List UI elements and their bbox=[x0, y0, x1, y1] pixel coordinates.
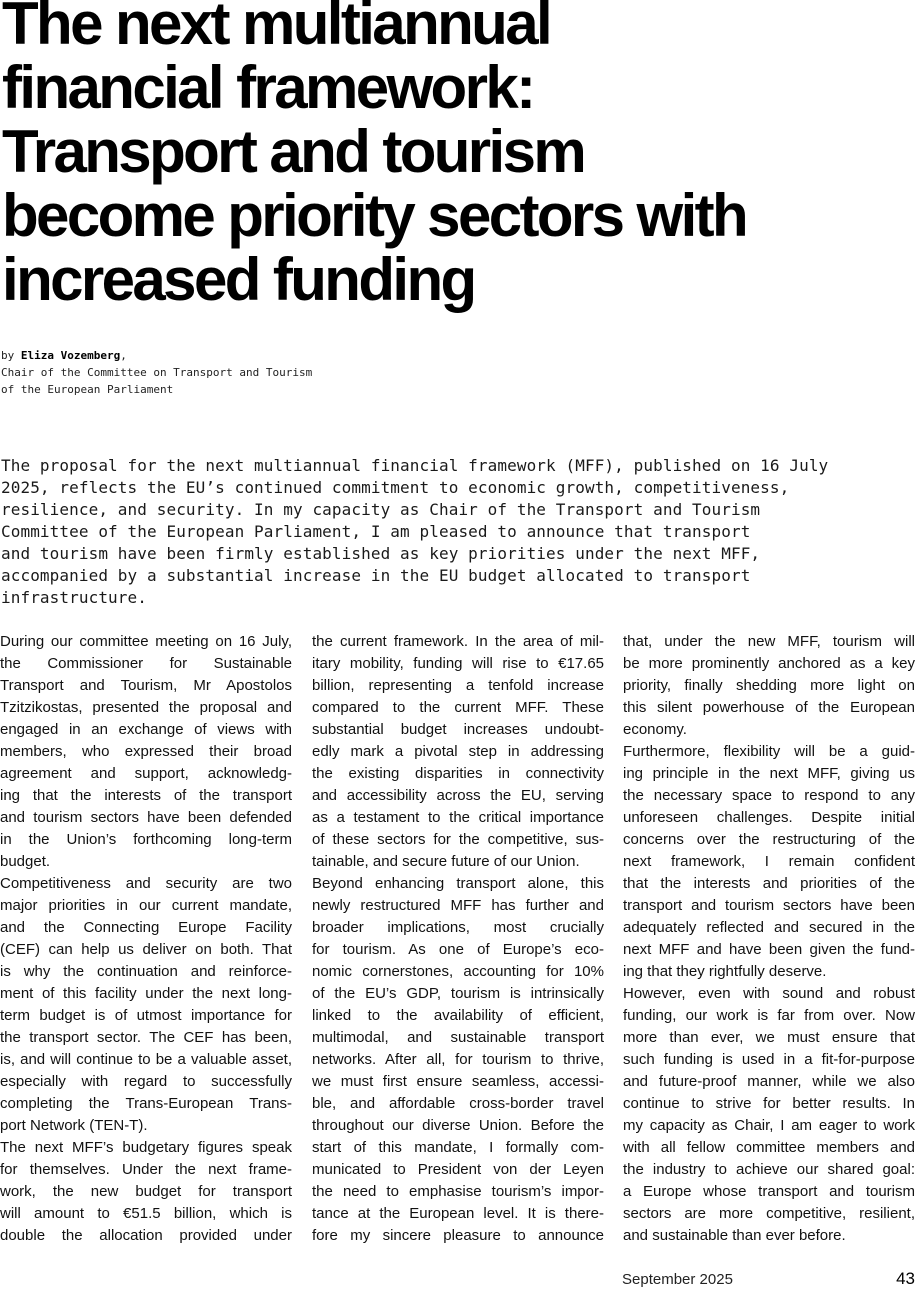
body-line: of the EU’s GDP, tourism is intrinsically bbox=[312, 985, 604, 1002]
body-line: the industry to achieve our shared goal: bbox=[623, 1161, 915, 1178]
body-line: major priorities in our current mandate, bbox=[0, 897, 292, 914]
body-line: this silent powerhouse of the European bbox=[623, 699, 915, 716]
byline-prefix: by bbox=[1, 349, 15, 362]
body-line: itary mobility, funding will rise to €17.65 bbox=[312, 655, 604, 672]
body-line: the transport sector. The CEF has been, bbox=[0, 1029, 292, 1046]
author-role: Chair of the Committee on Transport and Tourism bbox=[1, 366, 313, 379]
body-line: that the interests and priorities of the bbox=[623, 875, 915, 892]
body-line: compared to the current MFF. These bbox=[312, 699, 604, 716]
body-line: the necessary space to respond to any bbox=[623, 787, 915, 804]
body-line: that, under the new MFF, tourism will bbox=[623, 633, 915, 650]
body-line: the Commissioner for Sustainable bbox=[0, 655, 292, 672]
body-line: priority, finally shedding more light on bbox=[623, 677, 915, 694]
body-line: the current framework. In the area of mil- bbox=[312, 633, 604, 650]
body-line: throughout our diverse Union. Before the bbox=[312, 1117, 604, 1134]
body-line: double the allocation provided under bbox=[0, 1227, 292, 1244]
body-line: concerns over the restructuring of the bbox=[623, 831, 915, 848]
body-line: fore my sincere pleasure to announce bbox=[312, 1227, 604, 1244]
title-line: The next multiannual bbox=[2, 0, 551, 57]
body-line: edly mark a pivotal step in addressing bbox=[312, 743, 604, 760]
page-number: 43 bbox=[896, 1269, 915, 1288]
body-line: and tourism sectors have been defended bbox=[0, 809, 292, 826]
body-line: in the Union’s forthcoming long-term bbox=[0, 831, 292, 848]
body-line: especially with regard to successfully bbox=[0, 1073, 292, 1090]
body-line: ment of this facility under the next long- bbox=[0, 985, 292, 1002]
lede-line: infrastructure. bbox=[1, 588, 147, 607]
body-line: as a testament to the critical importance bbox=[312, 809, 604, 826]
body-line: members, who expressed their broad bbox=[0, 743, 292, 760]
byline-author-line bbox=[1, 347, 401, 364]
body-line: However, even with sound and robust bbox=[623, 985, 915, 1002]
body-line: Tzitzikostas, presented the proposal and bbox=[0, 699, 292, 716]
body-line: work, the new budget for transport bbox=[0, 1183, 292, 1200]
body-line: completing the Trans-European Trans- bbox=[0, 1095, 292, 1112]
body-line: municated to President von der Leyen bbox=[312, 1161, 604, 1178]
body-line: my capacity as Chair, I am eager to work bbox=[623, 1117, 915, 1134]
article-title bbox=[2, 0, 914, 312]
title-line: Transport and tourism bbox=[2, 118, 585, 185]
lede-line: and tourism have been firmly established as key priorities under the next MFF, bbox=[1, 544, 761, 563]
lede-line: resilience, and security. In my capacity as Chair of the Transport and Tourism bbox=[1, 500, 761, 519]
body-line: economy. bbox=[623, 721, 687, 738]
body-line: the need to emphasise tourism’s impor- bbox=[312, 1183, 604, 1200]
body-line: sectors are more competitive, resilient, bbox=[623, 1205, 915, 1222]
body-line: and future-proof manner, while we also bbox=[623, 1073, 915, 1090]
body-line: for tourism. As one of Europe’s eco- bbox=[312, 941, 604, 958]
title-line: become priority sectors with bbox=[2, 182, 747, 249]
body-line: adequately reflected and secured in the bbox=[623, 919, 915, 936]
body-line: budget. bbox=[0, 853, 51, 870]
body-line: The next MFF’s budgetary figures speak bbox=[0, 1139, 292, 1156]
author-role: of the European Parliament bbox=[1, 383, 174, 396]
body-line: broader implications, most crucially bbox=[312, 919, 604, 936]
body-line: linked to the availability of efficient, bbox=[312, 1007, 604, 1024]
body-line: engaged in an exchange of views with bbox=[0, 721, 292, 738]
body-line: agreement and support, acknowledg- bbox=[0, 765, 292, 782]
body-line: of these sectors for the competitive, sus- bbox=[312, 831, 604, 848]
author-name: Eliza Vozemberg bbox=[20, 349, 121, 362]
lede-line: Committee of the European Parliament, I am pleased to announce that transport bbox=[1, 522, 751, 541]
body-line: the existing disparities in connectivity bbox=[312, 765, 604, 782]
body-line: term budget is of utmost importance for bbox=[0, 1007, 292, 1024]
body-line: a Europe whose transport and tourism bbox=[623, 1183, 915, 1200]
lede-line: 2025, reflects the EU’s continued commitment to economic growth, competitiveness, bbox=[1, 478, 790, 497]
body-line: next MFF and have been given the fund- bbox=[623, 941, 915, 958]
lede-line: The proposal for the next multiannual financial framework (MFF), published on 16 July bbox=[1, 456, 829, 475]
body-line: tance at the European level. It is there- bbox=[312, 1205, 604, 1222]
body-line: newly restructured MFF has further and bbox=[312, 897, 604, 914]
body-line: substantial budget increases undoubt- bbox=[312, 721, 604, 738]
body-line: Competitiveness and security are two bbox=[0, 875, 292, 892]
body-line: During our committee meeting on 16 July, bbox=[0, 633, 292, 650]
body-line: continue to strive for better results. In bbox=[623, 1095, 915, 1112]
byline bbox=[1, 347, 401, 398]
body-line: with all fellow committee members and bbox=[623, 1139, 915, 1156]
body-line: (CEF) can help us deliver on both. That bbox=[0, 941, 292, 958]
body-line: and sustainable than ever before. bbox=[623, 1227, 846, 1244]
body-line: such funding is used in a fit-for-purpose bbox=[623, 1051, 915, 1068]
body-line: funding, our work is far from over. Now bbox=[623, 1007, 915, 1024]
body-line: and the Connecting Europe Facility bbox=[0, 919, 292, 936]
body-line: ing that the interests of the transport bbox=[0, 787, 292, 804]
body-line: billion, representing a tenfold increase bbox=[312, 677, 604, 694]
body-line: ing that they rightfully deserve. bbox=[623, 963, 827, 980]
body-line: Transport and Tourism, Mr Apostolos bbox=[0, 677, 292, 694]
body-line: is why the continuation and reinforce- bbox=[0, 963, 292, 980]
body-line: and accessibility across the EU, serving bbox=[312, 787, 604, 804]
body-line: for themselves. Under the next frame- bbox=[0, 1161, 292, 1178]
lede-line: accompanied by a substantial increase in the EU budget allocated to transport bbox=[1, 566, 751, 585]
body-line: multimodal, and sustainable transport bbox=[312, 1029, 604, 1046]
body-line: is, and will continue to be a valuable asset, bbox=[0, 1051, 292, 1068]
body-column-2 bbox=[312, 631, 604, 1247]
issue-date: September 2025 bbox=[622, 1271, 733, 1288]
body-line: nomic cornerstones, accounting for 10% bbox=[312, 963, 604, 980]
body-line: Beyond enhancing transport alone, this bbox=[312, 875, 604, 892]
title-line: increased funding bbox=[2, 246, 475, 313]
body-column-3 bbox=[623, 631, 915, 1247]
body-line: will amount to €51.5 billion, which is bbox=[0, 1205, 292, 1222]
body-line: more than ever, we must ensure that bbox=[623, 1029, 915, 1046]
body-line: start of this mandate, I formally com- bbox=[312, 1139, 604, 1156]
body-line: networks. After all, for tourism to thrive, bbox=[312, 1051, 604, 1068]
title-line: financial framework: bbox=[2, 54, 534, 121]
body-line: tainable, and secure future of our Union. bbox=[312, 853, 580, 870]
body-line: ing principle in the next MFF, giving us bbox=[623, 765, 915, 782]
body-line: Furthermore, flexibility will be a guid- bbox=[623, 743, 915, 760]
body-line: we must first ensure seamless, accessi- bbox=[312, 1073, 604, 1090]
body-line: unforeseen challenges. Despite initial bbox=[623, 809, 915, 826]
lede-paragraph bbox=[1, 455, 917, 609]
body-line: port Network (TEN-T). bbox=[0, 1117, 148, 1134]
body-line: transport and tourism sectors have been bbox=[623, 897, 915, 914]
body-line: be more prominently anchored as a key bbox=[623, 655, 915, 672]
byline-suffix: , bbox=[120, 349, 127, 362]
body-column-1 bbox=[0, 631, 292, 1247]
body-line: ble, and affordable cross-border travel bbox=[312, 1095, 604, 1112]
body-line: next framework, I remain confident bbox=[623, 853, 915, 870]
